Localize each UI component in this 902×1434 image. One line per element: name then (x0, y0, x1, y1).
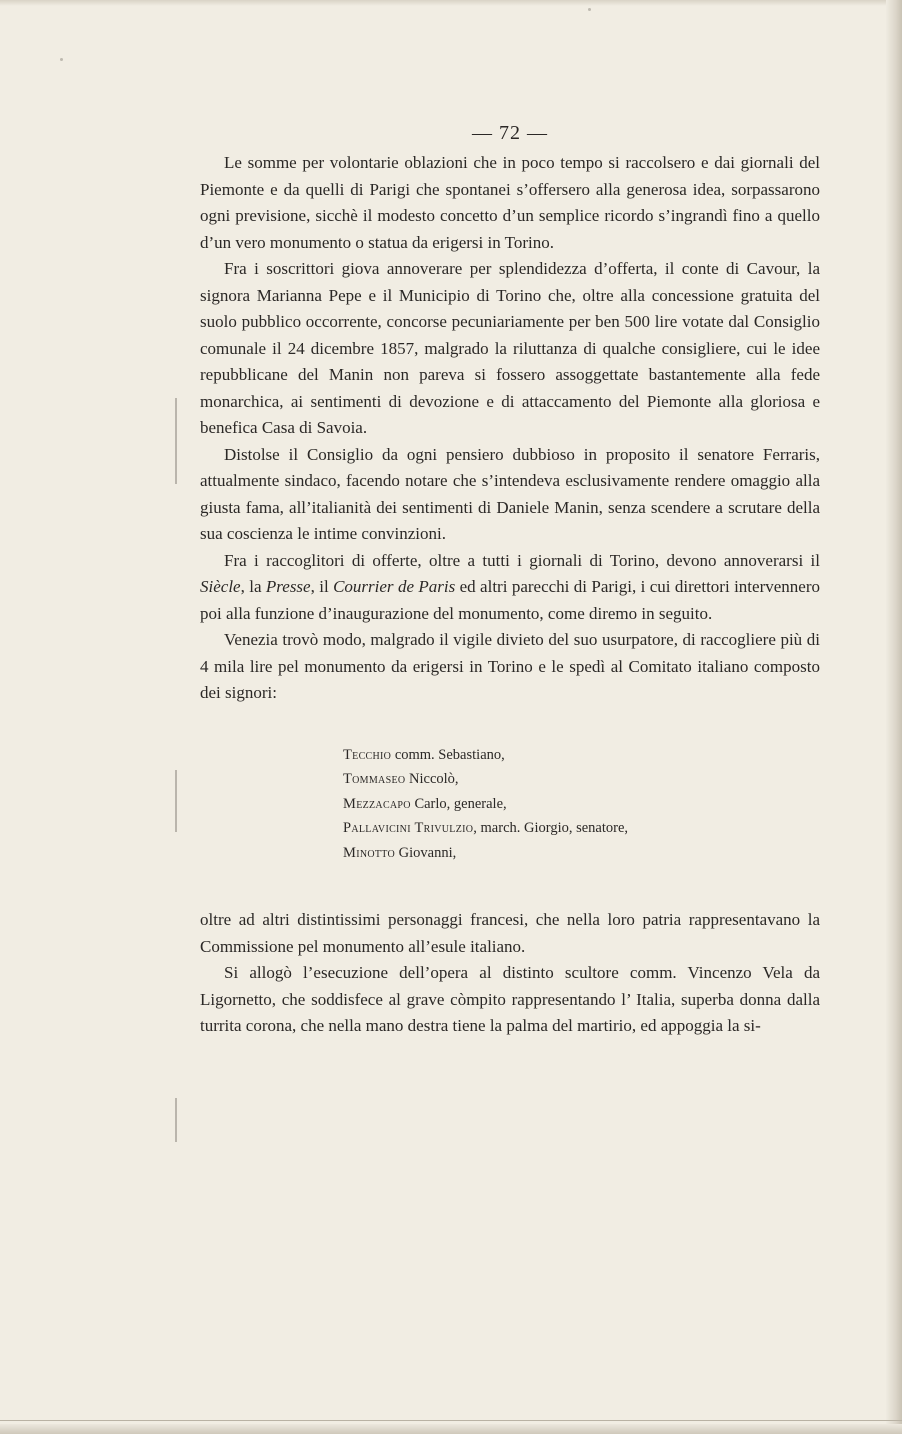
member-surname: Mezzacapo (343, 795, 411, 812)
paragraph-4-text: ed altri parecchi di Parigi, i cui direttori intervennero poi alla funzione d’inaugurazione del monumento, come diremo in seguito. (200, 577, 820, 623)
member-surname: Pallavicini Trivulzio (343, 820, 474, 836)
paper-speck (60, 58, 63, 61)
committee-member (343, 816, 820, 841)
member-details: , march. Giorgio, senatore, (473, 820, 629, 836)
paragraph-1: Le somme per volontarie oblazioni che in poco tempo si raccolsero e dai giornali del Piemonte e da quelli di Parigi che spontanei s’offersero alla generosa idea, sorpassarono ogni previsione, sicchè il modesto concetto d’un semplice ricordo s’ingrandì fino a quello d’un vero monumento o statua da erigersi in Torino. (200, 153, 820, 252)
paragraph-6: oltre ad altri distintissimi personaggi francesi, che nella loro patria rappresentavano la Commissione pel monumento all’esule italiano. (200, 910, 820, 956)
member-surname: Minotto (343, 844, 396, 861)
committee-member (343, 841, 820, 866)
member-surname: Tommaseo (343, 771, 406, 787)
paragraph-3: Distolse il Consiglio da ogni pensiero dubbioso in proposito il senatore Ferraris, attualmente sindaco, facendo notare che s’intendeva esclusivamente rendere omaggio alla giusta fama, all’italianità dei sentimenti di Daniele Manin, senza scendere a scrutare della sua coscienza le intime convinzioni. (200, 444, 820, 543)
margin-pencil-mark (175, 1098, 177, 1142)
page-content (200, 118, 820, 1040)
committee-member (343, 743, 820, 768)
paragraph-4-text: Fra i raccoglitori di offerte, oltre a tutti i giornali di Torino, devono annoverarsi il (224, 550, 820, 570)
member-details: comm. Sebastiano, (391, 746, 505, 763)
member-details: Carlo, generale, (410, 795, 507, 812)
page-number: — 72 — (472, 122, 548, 144)
margin-pencil-mark (175, 770, 177, 832)
paragraph-2: Fra i soscrittori giova annoverare per splendidezza d’offerta, il conte di Cavour, la signora Marianna Pepe e il Municipio di Torino che, oltre alla concessione gratuita del suolo pubblico occorrente, concorse pecuniariamente per ben 500 lire votate dal Consiglio comunale il 24 dicembre 1857, malgrado la riluttanza di qualche consigliere, cui le idee repubblicane del Manin non pareva si fossero assoggettate bastantemente alla fede monarchica, ai sentimenti di devozione e di attaccamento del Piemonte alla gloriosa e benefica Casa di Savoia. (200, 259, 820, 437)
paragraph-4-text: , la (240, 577, 266, 596)
page-bottom-rule (0, 1420, 902, 1421)
paragraph-7: Si allogò l’esecuzione dell’opera al distinto scultore comm. Vincenzo Vela da Ligornetto, che soddisfece al grave còmpito rappresentando l’ Italia, superba donna dalla turrita corona, che nella mano destra tiene la palma del martirio, ed appoggia la si- (200, 963, 820, 1035)
page-top-edge (0, 0, 902, 6)
page-right-edge (886, 0, 902, 1434)
newspaper-courrier-de-paris: Courrier de Paris (333, 577, 456, 596)
member-surname: Tecchio (343, 746, 392, 763)
margin-pencil-mark (175, 398, 177, 484)
newspaper-presse: Presse (265, 577, 311, 596)
page-bottom-edge (0, 1424, 902, 1434)
committee-list (343, 743, 820, 866)
paragraph-5: Venezia trovò modo, malgrado il vigile divieto del suo usurpatore, di raccogliere più di 4 mila lire pel monumento da erigersi in Torino e le spedì al Comitato italiano composto dei signori: (200, 630, 820, 702)
paragraph-4 (200, 548, 820, 628)
committee-member (343, 767, 820, 792)
committee-member (343, 792, 820, 817)
member-details: Giovanni, (395, 844, 457, 861)
paragraph-4-text: , il (310, 577, 334, 596)
newspaper-siecle: Siècle (200, 577, 241, 596)
member-details: Niccolò, (405, 771, 459, 787)
paper-speck (588, 8, 591, 11)
